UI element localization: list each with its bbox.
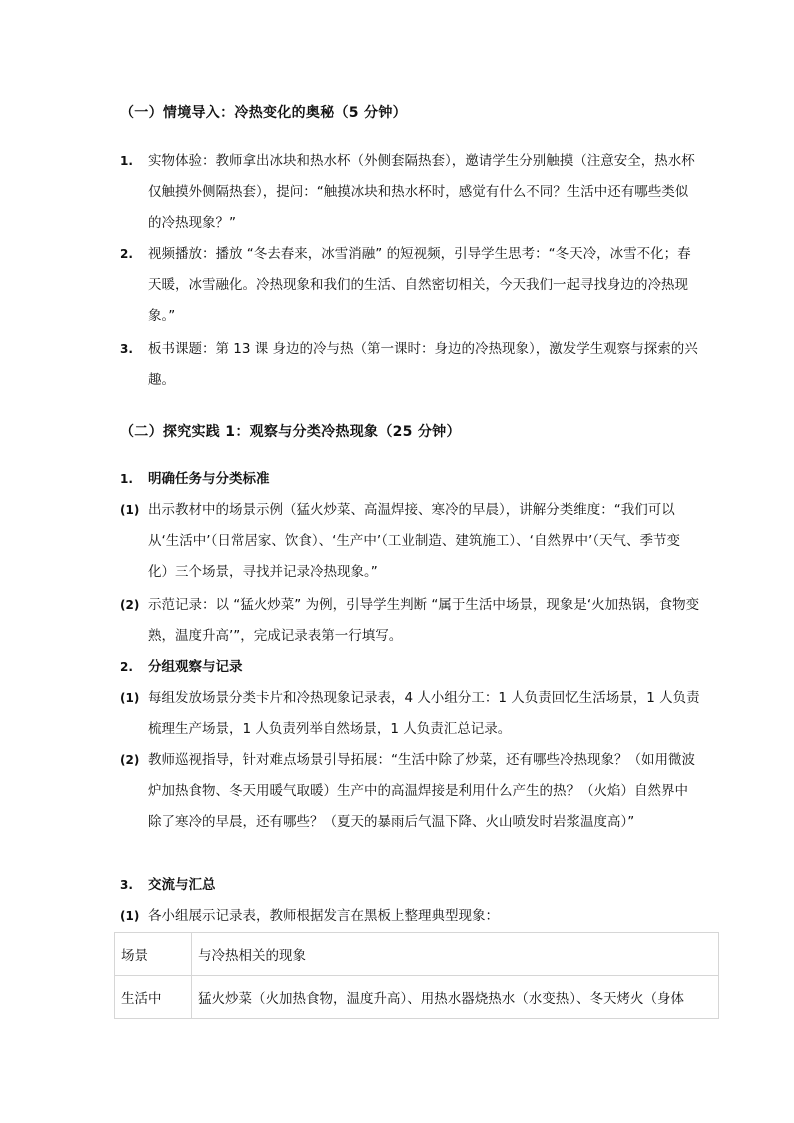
section-heading: （二）探究实践 1：观察与分类冷热现象（25 分钟） xyxy=(120,424,461,440)
table-header-cell: 与冷热相关的现象 xyxy=(192,933,719,976)
list-number: 3. xyxy=(120,342,133,356)
list-item xyxy=(120,901,700,932)
list-number: (2) xyxy=(120,598,140,612)
list-item xyxy=(120,334,700,396)
subsection-label: 分组观察与记录 xyxy=(148,659,243,675)
subsection-label: 交流与汇总 xyxy=(148,877,216,893)
list-number: (2) xyxy=(120,753,140,767)
list-number: 1. xyxy=(120,154,133,168)
list-text: 实物体验：教师拿出冰块和热水杯（外侧套隔热套），邀请学生分别触摸（注意安全，热水杯仅触摸外侧隔热套），提问：“触摸冰块和热水杯时，感觉有什么不同？生活中还有哪些类似的冷热现象？” xyxy=(148,153,695,231)
list-text: 板书课题：第 13 课 身边的冷与热（第一课时：身边的冷热现象），激发学生观察与探索的兴趣。 xyxy=(148,341,698,388)
list-text: 出示教材中的场景示例（猛火炒菜、高温焊接、寒冷的早晨），讲解分类维度：“我们可以从‘生活中’（日常居家、饮食）、‘生产中’（工业制造、建筑施工）、‘自然界中’（天气、季节变化）三个场景，寻找并记录冷热现象。” xyxy=(148,502,680,580)
subsection-label: 明确任务与分类标准 xyxy=(148,471,270,487)
list-item xyxy=(120,745,700,838)
subsection-number: 2. xyxy=(120,660,133,674)
subsection-number: 1. xyxy=(120,472,133,486)
list-text: 每组发放场景分类卡片和冷热现象记录表，4 人小组分工：1 人负责回忆生活场景，1 人负责梳理生产场景，1 人负责列举自然场景，1 人负责汇总记录。 xyxy=(148,690,700,737)
section-heading: （一）情境导入：冷热变化的奥秘（5 分钟） xyxy=(120,105,407,121)
table-header-cell: 场景 xyxy=(115,933,192,976)
list-number: (1) xyxy=(120,691,140,705)
list-number: 2. xyxy=(120,247,133,261)
subsection-title xyxy=(120,464,270,495)
list-text: 示范记录：以 “猛火炒菜” 为例，引导学生判断 “属于生活中场景，现象是‘火加热锅，食物变熟，温度升高’”，完成记录表第一行填写。 xyxy=(148,597,700,644)
subsection-number: 3. xyxy=(120,878,133,892)
table-cell: 猛火炒菜（火加热食物，温度升高）、用热水器烧热水（水变热）、冬天烤火（身体 xyxy=(192,976,719,1019)
list-item xyxy=(120,239,700,332)
list-item xyxy=(120,495,700,588)
list-number: (1) xyxy=(120,503,140,517)
subsection-title xyxy=(120,652,243,683)
table-cell: 生活中 xyxy=(115,976,192,1019)
list-number: (1) xyxy=(120,909,140,923)
list-text: 各小组展示记录表，教师根据发言在黑板上整理典型现象： xyxy=(148,908,499,924)
list-item xyxy=(120,146,700,239)
subsection-title xyxy=(120,870,216,901)
list-text: 教师巡视指导，针对难点场景引导拓展：“生活中除了炒菜，还有哪些冷热现象？（如用微波炉加热食物、冬天用暖气取暖）生产中的高温焊接是利用什么产生的热？（火焰）自然界中除了寒冷的早晨，还有哪些？（夏天的暴雨后气温下降、火山喷发时岩浆温度高）” xyxy=(148,752,695,830)
list-item xyxy=(120,590,700,652)
table-header-row xyxy=(115,933,719,976)
phenomena-table xyxy=(114,932,719,1019)
list-item xyxy=(120,683,700,745)
table-row xyxy=(115,976,719,1019)
list-text: 视频播放：播放 “冬去春来，冰雪消融” 的短视频，引导学生思考：“冬天冷，冰雪不化；春天暖，冰雪融化。冷热现象和我们的生活、自然密切相关，今天我们一起寻找身边的冷热现象。” xyxy=(148,246,691,324)
